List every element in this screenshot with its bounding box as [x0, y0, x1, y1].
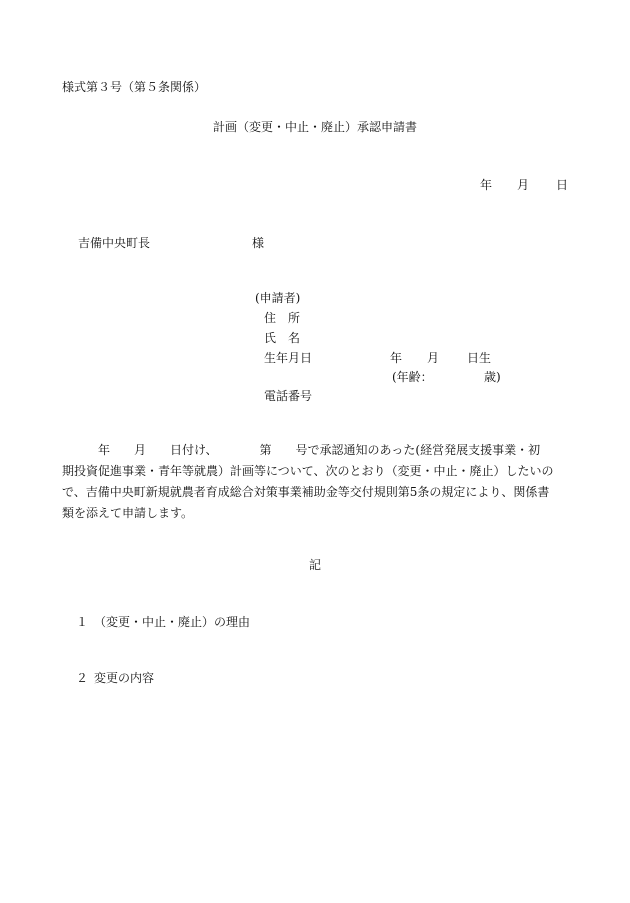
- date-day: 日: [556, 178, 569, 192]
- birth-day: 日生: [467, 351, 492, 365]
- form-number: 様式第３号（第５条関係）: [62, 80, 207, 94]
- phone-label: 電話番号: [264, 389, 313, 403]
- address-label: 住 所: [264, 311, 301, 325]
- body-line: 期投資促進事業・青年等就農）計画等について、次のとおり（変更・中止・廃止）したいの: [62, 464, 554, 478]
- ki-marker: 記: [308, 558, 321, 572]
- item-1-number: １: [76, 615, 89, 629]
- item-1-text: （変更・中止・廃止）の理由: [94, 615, 251, 629]
- birth-year: 年: [390, 351, 403, 365]
- addressee-suffix: 様: [252, 236, 265, 250]
- body-line: で、吉備中央町新規就農者育成総合対策事業補助金等交付規則第5条の規定により、関係書: [62, 485, 550, 499]
- date-month: 月: [517, 178, 530, 192]
- age-close: 歳): [484, 370, 501, 384]
- birth-month: 月: [427, 351, 440, 365]
- date-year: 年: [480, 178, 493, 192]
- addressee-name: 吉備中央町長: [78, 236, 151, 250]
- birthdate-label: 生年月日: [264, 351, 313, 365]
- document-title: 計画（変更・中止・廃止）承認申請書: [212, 120, 417, 134]
- body-line: 年 月 日付け、 第 号で承認通知のあった(経営発展支援事業・初: [62, 443, 541, 457]
- request-body: [62, 440, 582, 524]
- body-line: 類を添えて申請します。: [62, 506, 194, 520]
- item-2-text: 変更の内容: [94, 671, 155, 685]
- applicant-heading: (申請者): [255, 291, 301, 305]
- age-open: (年齢：: [392, 370, 433, 384]
- item-2-number: ２: [76, 671, 89, 685]
- name-label: 氏 名: [264, 331, 301, 345]
